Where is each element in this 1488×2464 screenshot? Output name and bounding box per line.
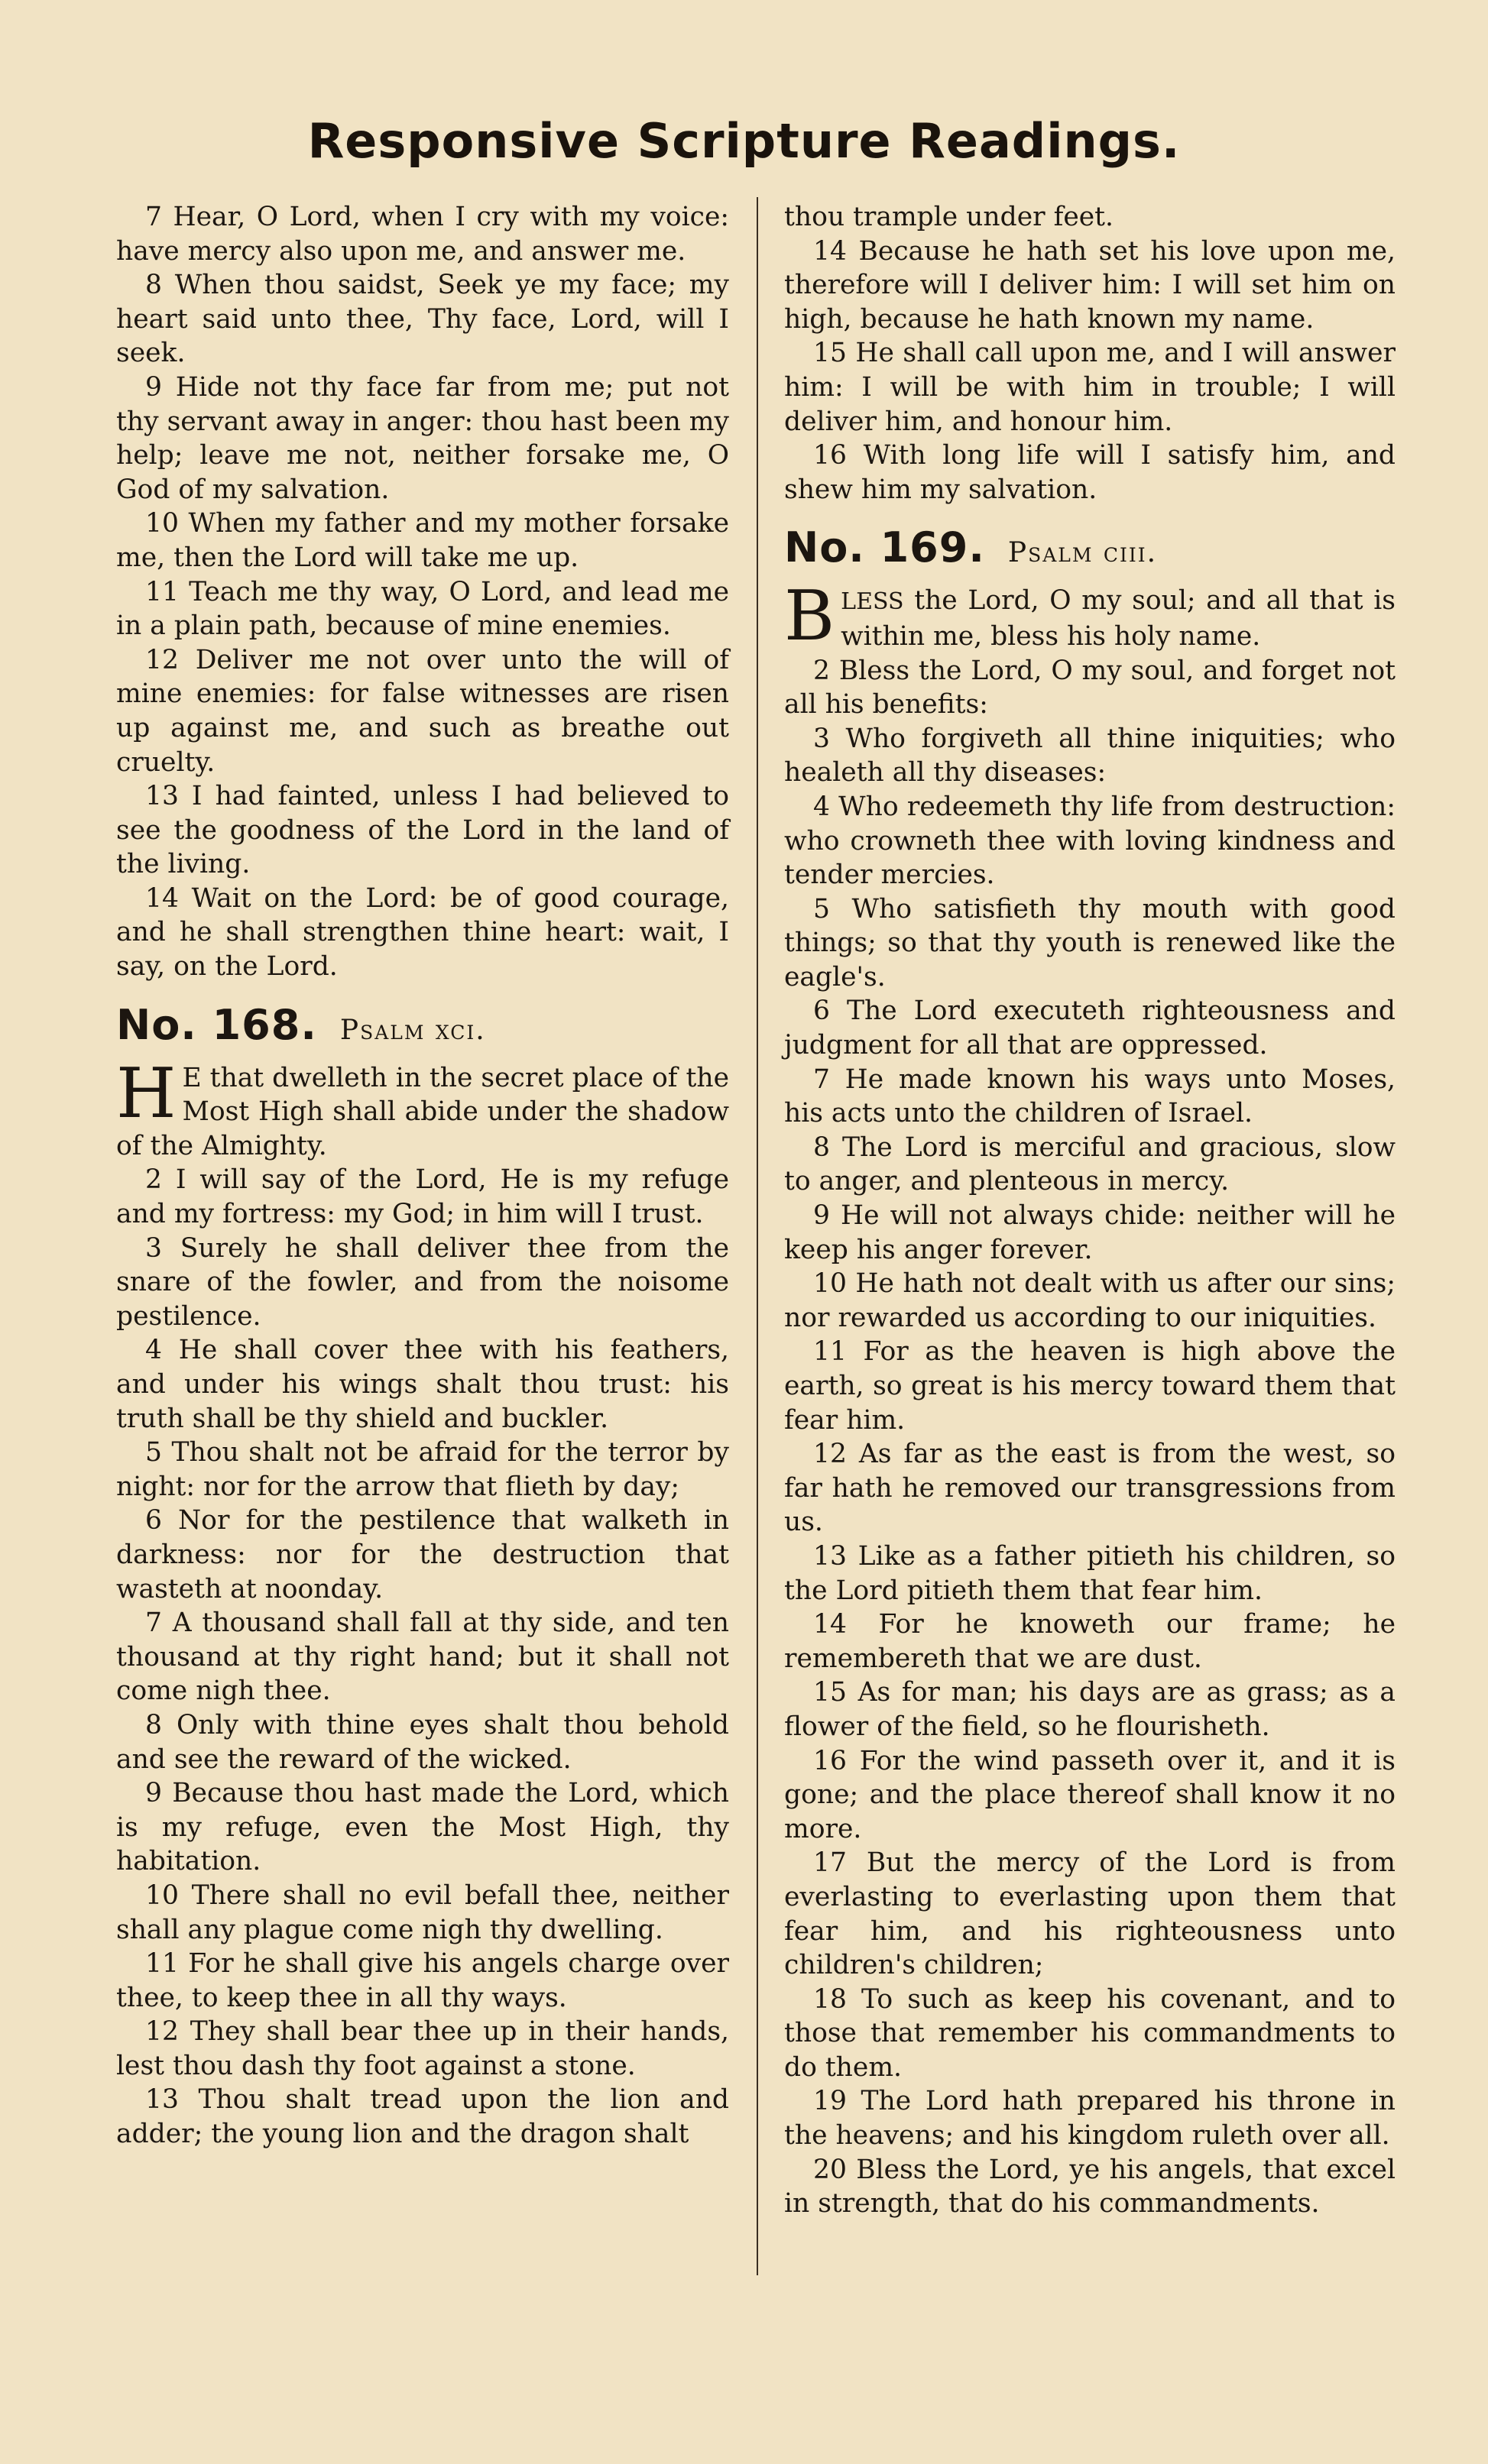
verse: 10 He hath not dealt with us after our sins; nor rewarded us according to our iniquities.	[784, 1268, 1396, 1333]
drop-cap: B	[784, 576, 835, 657]
verse: 9 Because thou hast made the Lord, which is my refuge, even the Most High, thy habitation.	[116, 1778, 729, 1877]
verse: 13 Like as a father pitieth his children, so the Lord pitieth them that fear him.	[784, 1540, 1396, 1606]
verse: 4 Who redeemeth thy life from destruction: who crowneth thee with loving kindness and tender mercies.	[784, 791, 1396, 891]
left-column	[116, 200, 729, 2152]
verse: 11 Teach me thy way, O Lord, and lead me in a plain path, because of mine enemies.	[116, 576, 729, 642]
verse: 8 When thou saidst, Seek ye my face; my heart said unto thee, Thy face, Lord, will I seek.	[116, 270, 729, 369]
page-title: Responsive Scripture Readings.	[307, 113, 1181, 169]
right-column	[784, 200, 1396, 2221]
first-verse	[784, 576, 1396, 657]
verse-continuation: thou trample under feet.	[784, 202, 1114, 232]
verse: 2 I will say of the Lord, He is my refuge and my fortress: my God; in him will I trust.	[116, 1164, 729, 1230]
psalm-reference: Psalm ciii.	[1007, 537, 1158, 569]
verse: 20 Bless the Lord, ye his angels, that excel in strength, that do his commandments.	[784, 2154, 1396, 2220]
verse: 9 Hide not thy face far from me; put not thy servant away in anger: thou hast been my help; leave me not, neither forsake me, O God of my salvation.	[116, 371, 729, 505]
verse: 13 I had fainted, unless I had believed to see the goodness of the Lord in the land of the living.	[116, 781, 729, 880]
verse: 11 For as the heaven is high above the earth, so great is his mercy toward them that fear him.	[784, 1336, 1396, 1436]
verse: 3 Who forgiveth all thine iniquities; who healeth all thy diseases:	[784, 723, 1396, 788]
reading-heading-168	[116, 1001, 729, 1055]
first-verse-caps: LESS	[841, 588, 904, 616]
verse: 14 For he knoweth our frame; he remembereth that we are dust.	[784, 1609, 1396, 1674]
verse: 12 They shall bear thee up in their hands, lest thou dash thy foot against a stone.	[116, 2016, 729, 2081]
column-divider	[757, 197, 758, 2275]
verse: 2 Bless the Lord, O my soul, and forget not all his benefits:	[784, 655, 1396, 720]
verse: 15 As for man; his days are as grass; as a flower of the field, so he flourisheth.	[784, 1677, 1396, 1742]
drop-cap: H	[116, 1053, 177, 1134]
verse: 4 He shall cover thee with his feathers, and under his wings shalt thou trust: his truth shall be thy shield and buckler.	[116, 1335, 729, 1434]
verse: 12 As far as the east is from the west, so far hath he removed our transgressions from us.	[784, 1439, 1396, 1538]
verse: 6 The Lord executeth righteousness and judgment for all that are oppressed.	[784, 996, 1396, 1061]
verse: 19 The Lord hath prepared his throne in the heavens; and his kingdom ruleth over all.	[784, 2086, 1396, 2152]
verse: 12 Deliver me not over unto the will of mine enemies: for false witnesses are risen up against me, and such as breathe out cruelty.	[116, 644, 729, 778]
verse: 7 He made known his ways unto Moses, his acts unto the children of Israel.	[784, 1064, 1396, 1129]
reading-heading-169	[784, 523, 1396, 578]
verse: 16 With long life will I satisfy him, and shew him my salvation.	[784, 440, 1396, 505]
verse: 16 For the wind passeth over it, and it is gone; and the place thereof shall know it no more.	[784, 1745, 1396, 1844]
first-verse-text: E that dwelleth in the secret place of the Most High shall abide under the shadow of the Almighty.	[116, 1062, 729, 1161]
verse: 8 Only with thine eyes shalt thou behold and see the reward of the wicked.	[116, 1709, 729, 1775]
verse: 5 Thou shalt not be afraid for the terror by night: nor for the arrow that flieth by day;	[116, 1437, 729, 1502]
verse: 10 When my father and my mother forsake me, then the Lord will take me up.	[116, 508, 729, 573]
verse: 5 Who satisfieth thy mouth with good things; so that thy youth is renewed like the eagle's.	[784, 893, 1396, 992]
verse: 14 Wait on the Lord: be of good courage, and he shall strengthen thine heart: wait, I say, on the Lord.	[116, 882, 729, 983]
verse: 3 Surely he shall deliver thee from the snare of the fowler, and from the noisome pestilence.	[116, 1232, 729, 1332]
verse: 7 A thousand shall fall at thy side, and ten thousand at thy right hand; but it shall not come nigh thee.	[116, 1608, 729, 1707]
verse: 9 He will not always chide: neither will he keep his anger forever.	[784, 1200, 1396, 1265]
reading-number: No. 169.	[784, 523, 985, 572]
verse: 14 Because he hath set his love upon me, therefore will I deliver him: I will set him on high, because he hath known my name.	[784, 235, 1396, 335]
verse: 10 There shall no evil befall thee, neither shall any plague come nigh thy dwelling.	[116, 1880, 729, 1945]
psalm-reference: Psalm xci.	[339, 1014, 486, 1046]
verse: 18 To such as keep his covenant, and to those that remember his commandments to do them.	[784, 1983, 1396, 2083]
verse: 8 The Lord is merciful and gracious, slow to anger, and plenteous in mercy.	[784, 1132, 1396, 1197]
first-verse	[116, 1053, 729, 1164]
verse: 15 He shall call upon me, and I will answer him: I will be with him in trouble; I will deliver him, and honour him.	[784, 338, 1396, 437]
reading-number: No. 168.	[116, 1000, 317, 1049]
verse: 11 For he shall give his angels charge over thee, to keep thee in all thy ways.	[116, 1948, 729, 2013]
verse: 7 Hear, O Lord, when I cry with my voice: have mercy also upon me, and answer me.	[116, 202, 729, 267]
verse: 13 Thou shalt tread upon the lion and adder; the young lion and the dragon shalt	[116, 2084, 729, 2150]
verse: 6 Nor for the pestilence that walketh in darkness: nor for the destruction that wasteth at noonday.	[116, 1505, 729, 1604]
verse: 17 But the mercy of the Lord is from everlasting to everlasting upon them that fear him, and his righteousness unto children's children;	[784, 1847, 1396, 1981]
first-verse-text: the Lord, O my soul; and all that is within me, bless his holy name.	[841, 585, 1396, 652]
